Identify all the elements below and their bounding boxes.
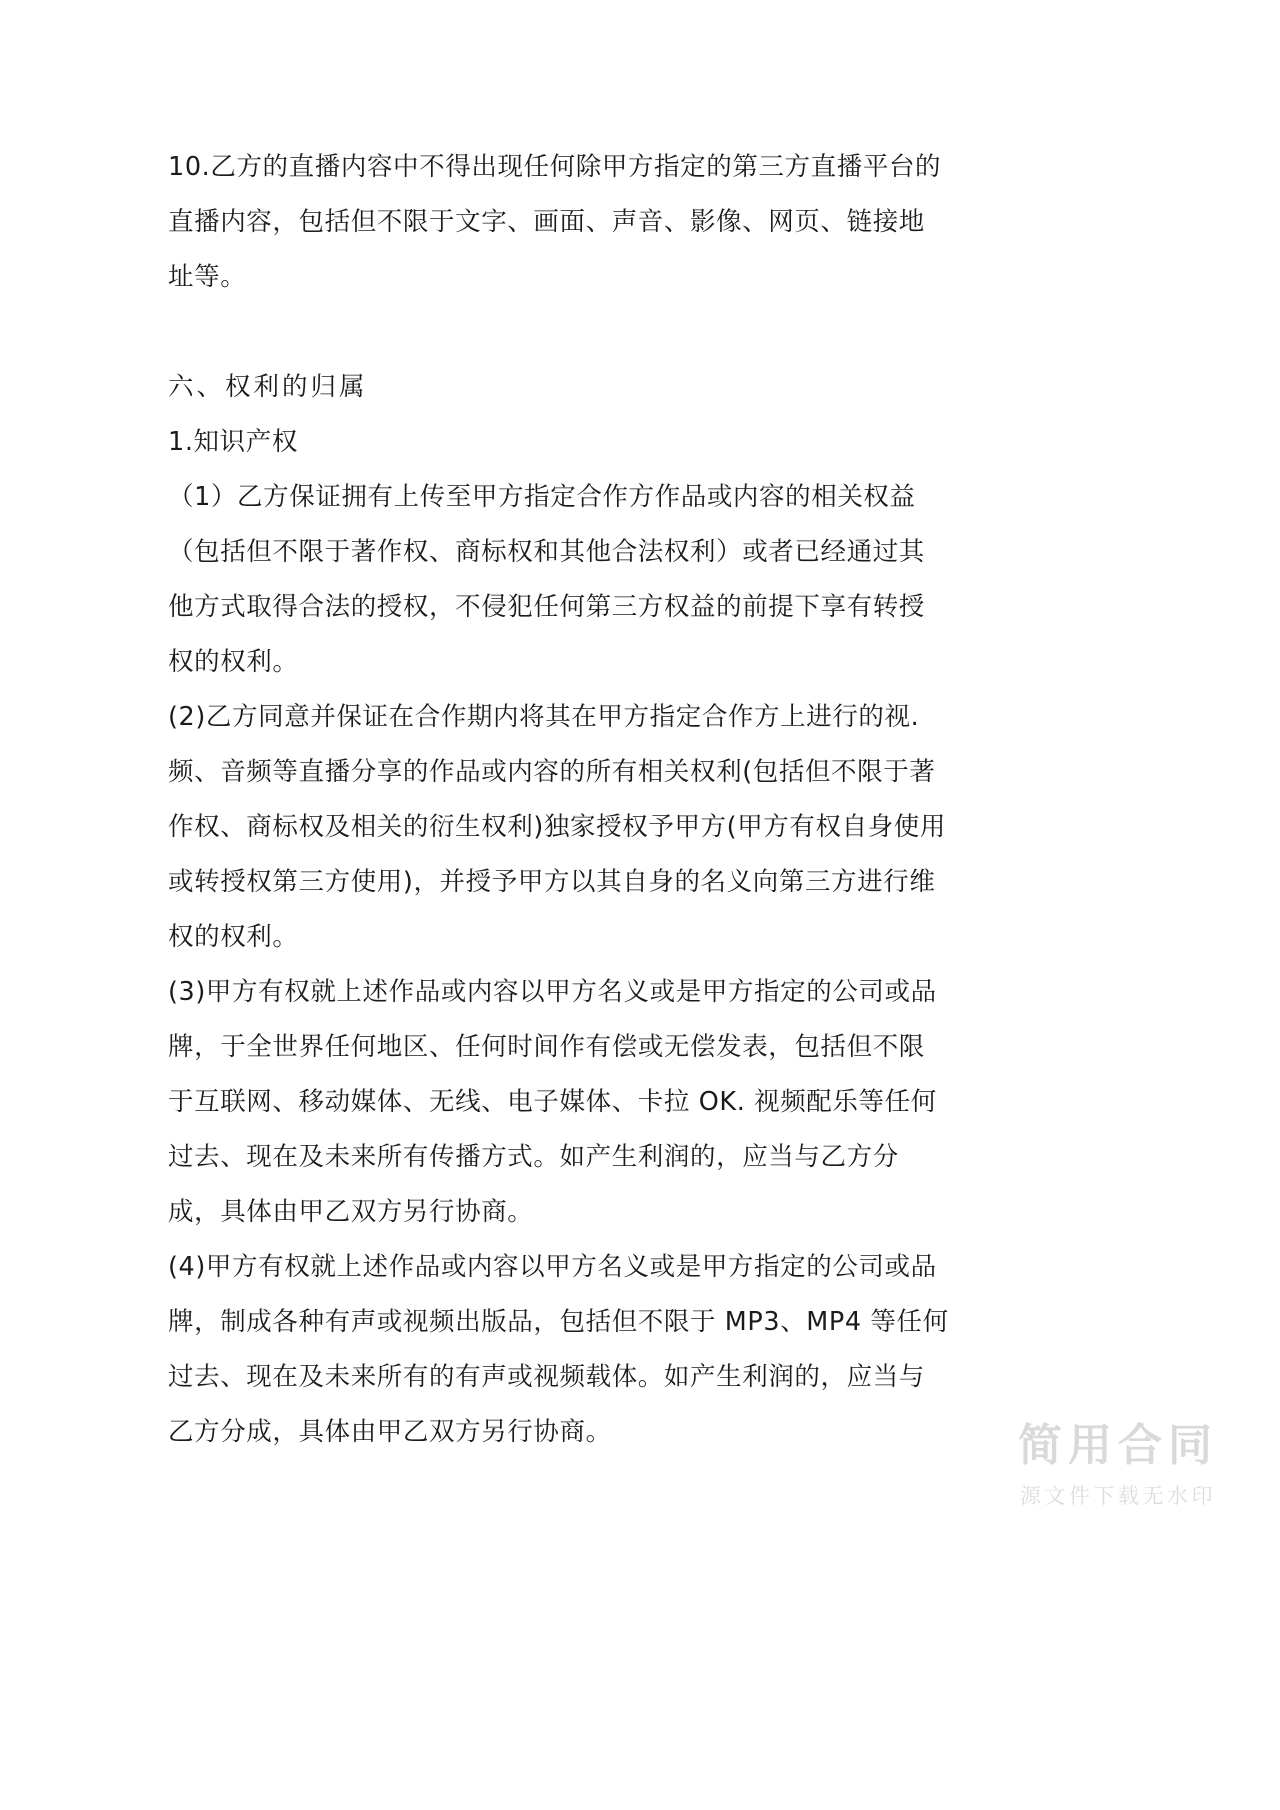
watermark-subtitle-text: 源文件下载无水印 xyxy=(1020,1484,1216,1508)
text-line: 权的权利。 xyxy=(168,922,299,952)
text-line: 作权、商标权及相关的衍生权利)独家授权予甲方(甲方有权自身使用 xyxy=(168,812,946,842)
text-line: 乙方分成，具体由甲乙双方另行协商。 xyxy=(168,1417,612,1447)
text-line: 牌，制成各种有声或视频出版品，包括但不限于 MP3、MP4 等任何 xyxy=(168,1307,949,1337)
text-line: 牌，于全世界任何地区、任何时间作有偿或无偿发表，包括但不限 xyxy=(168,1032,925,1062)
paragraph-spacer xyxy=(168,305,940,360)
text-line: 成，具体由甲乙双方另行协商。 xyxy=(168,1197,534,1227)
paragraph-item-3 xyxy=(168,965,940,1240)
text-line: 频、音频等直播分享的作品或内容的所有相关权利(包括但不限于著 xyxy=(168,757,936,787)
text-line: 他方式取得合法的授权，不侵犯任何第三方权益的前提下享有转授 xyxy=(168,592,925,622)
text-line: (4)甲方有权就上述作品或内容以甲方名义或是甲方指定的公司或品 xyxy=(168,1252,937,1282)
document-body xyxy=(168,140,949,1460)
text-line: 或转授权第三方使用)，并授予甲方以其自身的名义向第三方进行维 xyxy=(168,867,936,897)
paragraph-item-4 xyxy=(168,1240,949,1460)
section-heading-text: 六、权利的归属 xyxy=(168,372,368,402)
text-line: （1）乙方保证拥有上传至甲方指定合作方作品或内容的相关权益 xyxy=(168,482,916,512)
text-line: 过去、现在及未来所有传播方式。如产生利润的，应当与乙方分 xyxy=(168,1142,899,1172)
heading-section-six xyxy=(168,360,940,415)
text-line: 10.乙方的直播内容中不得出现任何除甲方指定的第三方直播平台的 xyxy=(168,152,942,182)
watermark-brand-text: 简用合同 xyxy=(1018,1420,1218,1472)
text-line: 于互联网、移动媒体、无线、电子媒体、卡拉 OK. 视频配乐等任何 xyxy=(168,1087,937,1117)
heading-subsection-one xyxy=(168,415,940,470)
subsection-heading-text: 1.知识产权 xyxy=(168,427,298,457)
text-line: 过去、现在及未来所有的有声或视频载体。如产生利润的，应当与 xyxy=(168,1362,925,1392)
text-line: (2)乙方同意并保证在合作期内将其在甲方指定合作方上进行的视. xyxy=(168,702,920,732)
text-line: 直播内容，包括但不限于文字、画面、声音、影像、网页、链接地 xyxy=(168,207,925,237)
paragraph-item-2 xyxy=(168,690,946,965)
text-line: (3)甲方有权就上述作品或内容以甲方名义或是甲方指定的公司或品 xyxy=(168,977,937,1007)
text-line: 权的权利。 xyxy=(168,647,299,677)
watermark xyxy=(1018,1421,1218,1510)
text-line: （包括但不限于著作权、商标权和其他合法权利）或者已经通过其 xyxy=(168,537,925,567)
text-line: 址等。 xyxy=(168,262,247,292)
paragraph-item-1 xyxy=(168,470,940,690)
paragraph-clause-10 xyxy=(168,140,940,305)
